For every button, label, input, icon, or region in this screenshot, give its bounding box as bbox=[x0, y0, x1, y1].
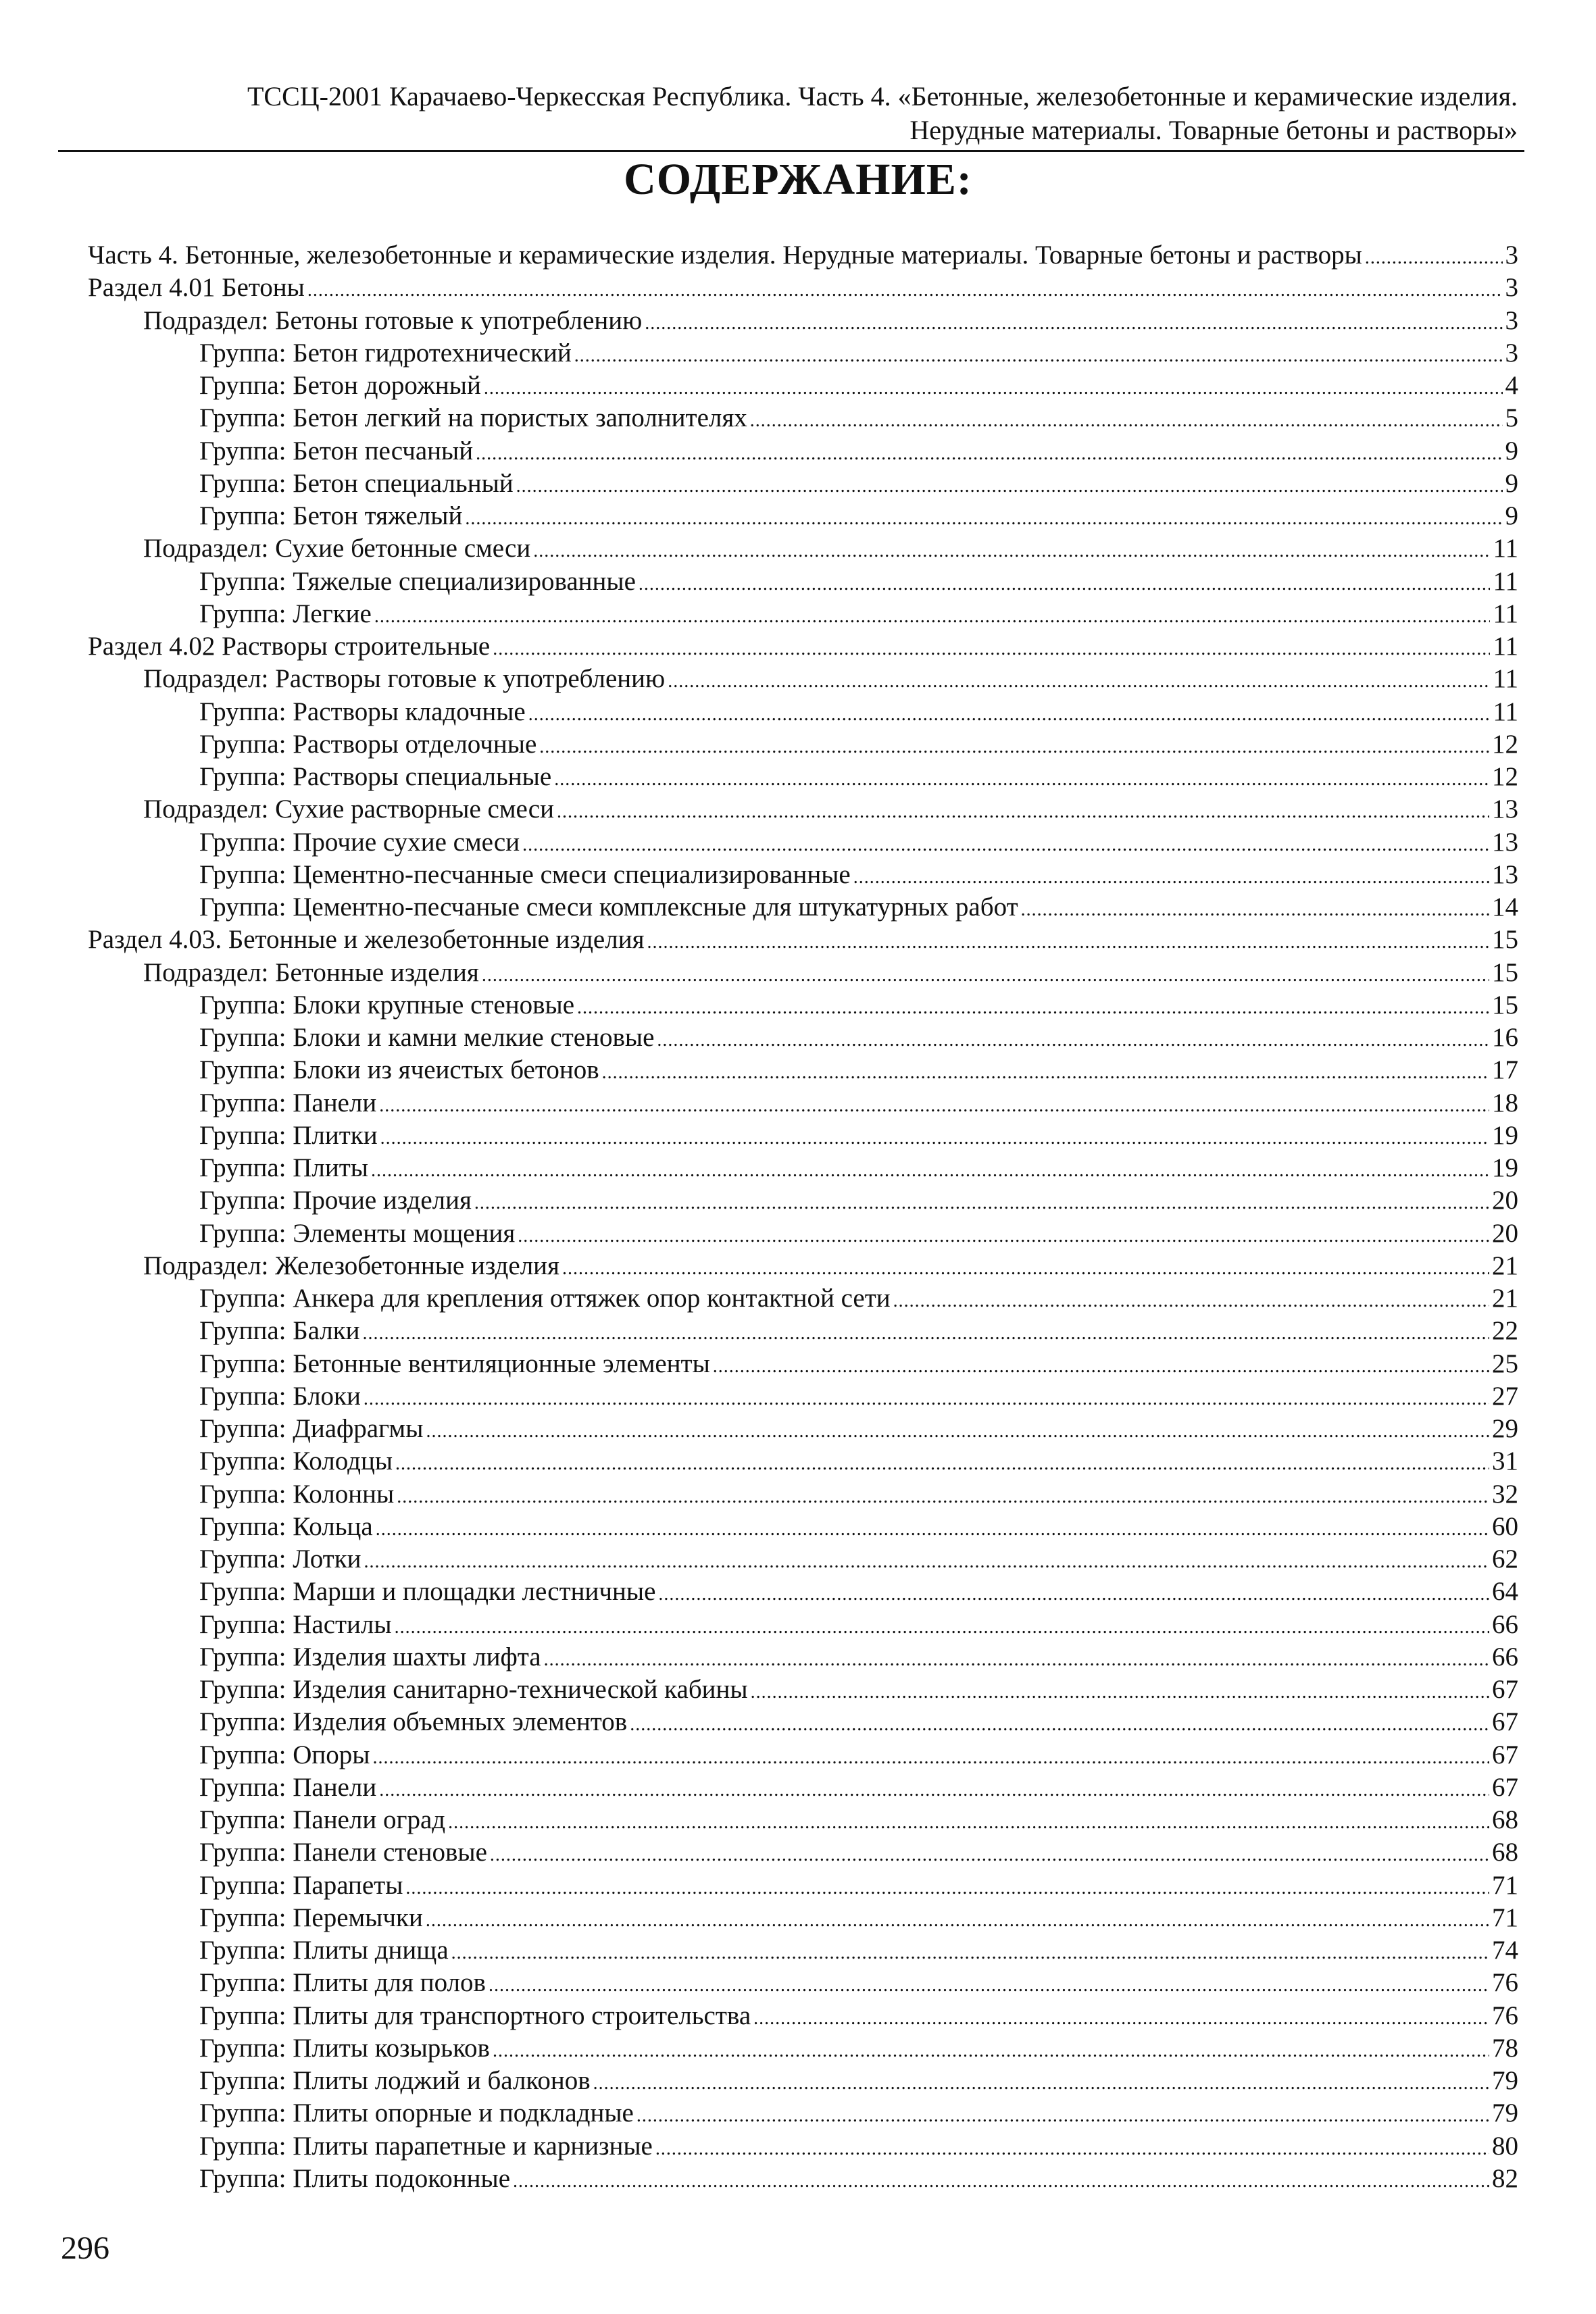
toc-entry-page: 3 bbox=[1505, 305, 1518, 335]
toc-entry-label: Группа: Панели стеновые bbox=[199, 1838, 487, 1867]
toc-entry bbox=[88, 500, 1518, 532]
toc-entry-page: 14 bbox=[1492, 892, 1518, 922]
toc-entry-label: Группа: Блоки и камни мелкие стеновые bbox=[199, 1023, 655, 1052]
toc-entry-label: Группа: Бетон легкий на пористых заполнителях bbox=[199, 403, 747, 433]
toc-entry bbox=[88, 989, 1518, 1022]
toc-entry-page: 66 bbox=[1492, 1609, 1518, 1639]
toc-entry-label: Группа: Растворы специальные bbox=[199, 762, 552, 791]
toc-entry-page: 21 bbox=[1492, 1251, 1518, 1280]
toc-dot-leader bbox=[593, 2067, 1489, 2100]
toc-entry-page: 11 bbox=[1493, 599, 1518, 628]
toc-dot-leader bbox=[574, 340, 1503, 372]
toc-entry bbox=[88, 239, 1518, 272]
toc-dot-leader bbox=[637, 2100, 1489, 2132]
toc-entry-label: Группа: Бетон дорожный bbox=[199, 371, 481, 400]
toc-entry bbox=[88, 1771, 1518, 1804]
toc-entry-label: Группа: Лотки bbox=[199, 1544, 361, 1574]
toc-entry-label: Подраздел: Бетонные изделия bbox=[143, 957, 479, 987]
toc-entry-page: 31 bbox=[1492, 1447, 1518, 1476]
toc-dot-leader bbox=[493, 633, 1490, 665]
toc-entry-label: Группа: Изделия шахты лифта bbox=[199, 1642, 541, 1671]
toc-dot-leader bbox=[379, 1090, 1489, 1122]
toc-entry-page: 82 bbox=[1492, 2163, 1518, 2193]
toc-dot-leader bbox=[307, 274, 1503, 307]
toc-entry-label: Группа: Плиты козырьков bbox=[199, 2033, 490, 2063]
table-of-contents bbox=[88, 239, 1518, 2195]
toc-entry bbox=[88, 1739, 1518, 1771]
page-title: СОДЕРЖАНИЕ: bbox=[624, 155, 972, 204]
toc-entry bbox=[88, 1380, 1518, 1413]
toc-entry-label: Группа: Колонны bbox=[199, 1479, 395, 1509]
toc-dot-leader bbox=[668, 665, 1490, 698]
toc-entry bbox=[88, 1152, 1518, 1184]
toc-dot-leader bbox=[482, 959, 1489, 992]
toc-dot-leader bbox=[405, 1872, 1489, 1905]
toc-entry-page: 71 bbox=[1492, 1870, 1518, 1900]
toc-entry-page: 22 bbox=[1492, 1316, 1518, 1346]
toc-dot-leader bbox=[451, 1937, 1489, 1969]
toc-entry-label: Группа: Марши и площадки лестничные bbox=[199, 1577, 656, 1607]
toc-entry-label: Группа: Перемычки bbox=[199, 1903, 423, 1932]
toc-entry-label: Группа: Панели bbox=[199, 1772, 377, 1802]
toc-entry-label: Группа: Плиты для полов bbox=[199, 1968, 486, 1998]
toc-dot-leader bbox=[753, 2003, 1489, 2035]
toc-entry bbox=[88, 891, 1518, 924]
toc-entry bbox=[88, 1674, 1518, 1706]
toc-dot-leader bbox=[374, 601, 1491, 633]
toc-entry bbox=[88, 1282, 1518, 1315]
toc-dot-leader bbox=[657, 1024, 1489, 1057]
toc-dot-leader bbox=[658, 1578, 1489, 1611]
toc-entry-label: Подраздел: Железобетонные изделия bbox=[143, 1251, 559, 1280]
toc-entry-page: 13 bbox=[1492, 795, 1518, 824]
running-header bbox=[61, 80, 1518, 147]
toc-entry-label: Группа: Прочие сухие смеси bbox=[199, 827, 520, 857]
toc-entry bbox=[88, 402, 1518, 434]
toc-dot-leader bbox=[426, 1415, 1489, 1448]
toc-entry-page: 80 bbox=[1492, 2131, 1518, 2161]
toc-entry-label: Группа: Плиты лоджий и балконов bbox=[199, 2066, 591, 2095]
toc-entry bbox=[88, 532, 1518, 565]
toc-entry bbox=[88, 924, 1518, 956]
toc-dot-leader bbox=[364, 1546, 1489, 1578]
toc-entry-page: 68 bbox=[1492, 1838, 1518, 1867]
toc-entry bbox=[88, 1804, 1518, 1836]
toc-entry-page: 32 bbox=[1492, 1479, 1518, 1509]
toc-entry bbox=[88, 1934, 1518, 1967]
toc-entry-page: 11 bbox=[1493, 697, 1518, 726]
toc-entry bbox=[88, 761, 1518, 793]
toc-entry-page: 64 bbox=[1492, 1577, 1518, 1607]
toc-entry bbox=[88, 1120, 1518, 1152]
toc-entry-label: Группа: Элементы мощения bbox=[199, 1218, 516, 1248]
toc-dot-leader bbox=[426, 1905, 1489, 1937]
toc-dot-leader bbox=[602, 1057, 1489, 1089]
toc-entry bbox=[88, 1576, 1518, 1608]
toc-entry-page: 79 bbox=[1492, 2066, 1518, 2095]
toc-entry-page: 17 bbox=[1492, 1055, 1518, 1085]
toc-entry-page: 9 bbox=[1505, 501, 1518, 530]
toc-entry-page: 62 bbox=[1492, 1544, 1518, 1574]
toc-entry-page: 3 bbox=[1505, 338, 1518, 368]
toc-dot-leader bbox=[379, 1774, 1489, 1807]
toc-entry-page: 78 bbox=[1492, 2033, 1518, 2063]
toc-entry bbox=[88, 1315, 1518, 1347]
toc-dot-leader bbox=[554, 763, 1489, 796]
toc-dot-leader bbox=[490, 1839, 1489, 1871]
toc-entry bbox=[88, 1543, 1518, 1576]
toc-entry-page: 29 bbox=[1492, 1414, 1518, 1443]
toc-dot-leader bbox=[893, 1285, 1489, 1317]
toc-dot-leader bbox=[750, 405, 1503, 437]
toc-entry bbox=[88, 1250, 1518, 1282]
toc-entry bbox=[88, 630, 1518, 663]
toc-dot-leader bbox=[465, 503, 1502, 535]
toc-entry bbox=[88, 1706, 1518, 1738]
toc-entry-page: 20 bbox=[1492, 1218, 1518, 1248]
toc-entry-page: 76 bbox=[1492, 1968, 1518, 1998]
toc-entry bbox=[88, 2032, 1518, 2065]
toc-entry-page: 19 bbox=[1492, 1153, 1518, 1182]
toc-dot-leader bbox=[655, 2133, 1489, 2165]
toc-entry-page: 79 bbox=[1492, 2098, 1518, 2128]
toc-entry-label: Группа: Бетонные вентиляционные элементы bbox=[199, 1349, 710, 1378]
toc-entry-page: 13 bbox=[1492, 827, 1518, 857]
toc-entry-label: Подраздел: Сухие растворные смеси bbox=[143, 795, 554, 824]
toc-entry-page: 74 bbox=[1492, 1936, 1518, 1965]
toc-entry bbox=[88, 272, 1518, 304]
toc-dot-leader bbox=[380, 1122, 1489, 1155]
toc-entry-label: Группа: Цементно-песчанные смеси специализированные bbox=[199, 859, 851, 889]
toc-entry-label: Группа: Бетон песчаный bbox=[199, 436, 474, 466]
toc-entry-page: 5 bbox=[1505, 403, 1518, 433]
toc-entry-label: Группа: Бетон специальный bbox=[199, 468, 514, 498]
toc-entry-page: 27 bbox=[1492, 1381, 1518, 1411]
toc-entry-label: Группа: Бетон тяжелый bbox=[199, 501, 463, 530]
toc-entry bbox=[88, 1087, 1518, 1120]
toc-entry bbox=[88, 663, 1518, 695]
toc-entry-label: Группа: Блоки из ячеистых бетонов bbox=[199, 1055, 599, 1085]
toc-entry-page: 18 bbox=[1492, 1088, 1518, 1117]
toc-entry-label: Раздел 4.01 Бетоны bbox=[88, 273, 305, 303]
toc-dot-leader bbox=[397, 1481, 1489, 1513]
toc-entry bbox=[88, 1413, 1518, 1445]
toc-entry-label: Группа: Колодцы bbox=[199, 1447, 393, 1476]
toc-dot-leader bbox=[516, 470, 1503, 503]
toc-entry-label: Раздел 4.02 Растворы строительные bbox=[88, 632, 491, 661]
toc-dot-leader bbox=[557, 796, 1489, 828]
toc-dot-leader bbox=[577, 992, 1489, 1024]
toc-dot-leader bbox=[853, 861, 1489, 894]
toc-dot-leader bbox=[363, 1317, 1489, 1350]
toc-dot-leader bbox=[645, 307, 1502, 340]
toc-entry-label: Группа: Панели bbox=[199, 1088, 377, 1117]
toc-dot-leader bbox=[533, 535, 1490, 568]
toc-entry bbox=[88, 468, 1518, 500]
toc-entry-label: Группа: Плитки bbox=[199, 1120, 378, 1150]
toc-dot-leader bbox=[371, 1155, 1489, 1187]
toc-entry bbox=[88, 2097, 1518, 2130]
toc-entry-label: Группа: Блоки bbox=[199, 1381, 361, 1411]
toc-dot-leader bbox=[539, 731, 1489, 763]
toc-entry-label: Группа: Кольца bbox=[199, 1511, 373, 1541]
toc-entry bbox=[88, 957, 1518, 989]
toc-entry-page: 67 bbox=[1492, 1707, 1518, 1737]
toc-entry-label: Подраздел: Растворы готовые к употреблению bbox=[143, 664, 666, 694]
toc-entry-label: Группа: Изделия санитарно-технической кабины bbox=[199, 1675, 748, 1704]
toc-entry-label: Группа: Плиты для транспортного строительства bbox=[199, 2001, 751, 2030]
toc-dot-leader bbox=[1365, 242, 1503, 274]
toc-entry-label: Подраздел: Бетоны готовые к употреблению bbox=[143, 305, 643, 335]
toc-entry bbox=[88, 1022, 1518, 1054]
toc-dot-leader bbox=[630, 1709, 1489, 1741]
toc-entry-page: 15 bbox=[1492, 957, 1518, 987]
toc-entry-label: Группа: Блоки крупные стеновые bbox=[199, 990, 575, 1020]
toc-dot-leader bbox=[493, 2035, 1489, 2067]
toc-dot-leader bbox=[474, 1187, 1489, 1219]
toc-entry-page: 67 bbox=[1492, 1740, 1518, 1769]
toc-entry-page: 15 bbox=[1492, 925, 1518, 955]
toc-entry bbox=[88, 2065, 1518, 2097]
toc-entry-label: Группа: Цементно-песчаные смеси комплексные для штукатурных работ bbox=[199, 892, 1018, 922]
toc-entry-label: Группа: Растворы кладочные bbox=[199, 697, 526, 726]
toc-dot-leader bbox=[372, 1742, 1489, 1774]
toc-entry bbox=[88, 1836, 1518, 1869]
toc-dot-leader bbox=[489, 1969, 1489, 2002]
page-number: 296 bbox=[61, 2230, 109, 2266]
toc-entry bbox=[88, 1054, 1518, 1086]
toc-entry-page: 19 bbox=[1492, 1120, 1518, 1150]
toc-entry-label: Подраздел: Сухие бетонные смеси bbox=[143, 534, 531, 563]
toc-entry bbox=[88, 337, 1518, 370]
toc-entry-label: Группа: Тяжелые специализированные bbox=[199, 566, 636, 596]
toc-entry-page: 76 bbox=[1492, 2001, 1518, 2030]
toc-entry-label: Группа: Бетон гидротехнический bbox=[199, 338, 572, 368]
toc-entry bbox=[88, 305, 1518, 337]
toc-entry-label: Группа: Плиты днища bbox=[199, 1936, 449, 1965]
toc-dot-leader bbox=[528, 699, 1491, 731]
toc-entry-page: 11 bbox=[1493, 632, 1518, 661]
toc-entry-page: 67 bbox=[1492, 1675, 1518, 1704]
toc-entry bbox=[88, 1478, 1518, 1511]
toc-entry-label: Группа: Опоры bbox=[199, 1740, 370, 1769]
toc-dot-leader bbox=[1021, 894, 1489, 926]
toc-dot-leader bbox=[751, 1676, 1489, 1709]
toc-entry-page: 16 bbox=[1492, 1023, 1518, 1052]
toc-entry bbox=[88, 859, 1518, 891]
toc-dot-leader bbox=[518, 1220, 1489, 1253]
toc-entry-label: Группа: Растворы отделочные bbox=[199, 729, 537, 759]
toc-dot-leader bbox=[476, 438, 1502, 470]
toc-dot-leader bbox=[364, 1383, 1489, 1415]
toc-entry bbox=[88, 1641, 1518, 1674]
toc-entry bbox=[88, 1511, 1518, 1543]
toc-entry-page: 20 bbox=[1492, 1186, 1518, 1215]
running-header-line-1: ТССЦ-2001 Карачаево-Черкесская Республика. Часть 4. «Бетонные, железобетонные и керамические изделия. bbox=[247, 81, 1518, 111]
toc-entry bbox=[88, 598, 1518, 630]
toc-entry-page: 3 bbox=[1505, 241, 1518, 270]
toc-entry-page: 21 bbox=[1492, 1284, 1518, 1313]
toc-entry-label: Раздел 4.03. Бетонные и железобетонные изделия bbox=[88, 925, 645, 955]
toc-dot-leader bbox=[513, 2165, 1489, 2198]
toc-entry-label: Группа: Настилы bbox=[199, 1609, 392, 1639]
toc-dot-leader bbox=[647, 926, 1489, 959]
toc-entry-page: 4 bbox=[1505, 371, 1518, 400]
toc-entry-label: Группа: Плиты bbox=[199, 1153, 368, 1182]
toc-entry-page: 12 bbox=[1492, 762, 1518, 791]
toc-dot-leader bbox=[395, 1448, 1489, 1480]
toc-entry bbox=[88, 826, 1518, 859]
toc-dot-leader bbox=[544, 1644, 1489, 1676]
header-divider bbox=[58, 150, 1524, 152]
toc-dot-leader bbox=[522, 829, 1489, 861]
toc-entry-page: 9 bbox=[1505, 436, 1518, 466]
toc-entry bbox=[88, 1348, 1518, 1380]
toc-entry-label: Группа: Легкие bbox=[199, 599, 372, 628]
toc-entry bbox=[88, 1184, 1518, 1217]
toc-entry-page: 25 bbox=[1492, 1349, 1518, 1378]
toc-entry-page: 67 bbox=[1492, 1772, 1518, 1802]
toc-dot-leader bbox=[376, 1513, 1489, 1546]
toc-entry-label: Часть 4. Бетонные, железобетонные и керамические изделия. Нерудные материалы. Товарные бетоны и растворы bbox=[88, 241, 1362, 270]
toc-entry-page: 71 bbox=[1492, 1903, 1518, 1932]
toc-entry-page: 11 bbox=[1493, 566, 1518, 596]
toc-entry-page: 3 bbox=[1505, 273, 1518, 303]
toc-entry-page: 66 bbox=[1492, 1642, 1518, 1671]
toc-dot-leader bbox=[484, 372, 1503, 405]
toc-entry bbox=[88, 565, 1518, 598]
toc-entry-label: Группа: Парапеты bbox=[199, 1870, 403, 1900]
toc-entry bbox=[88, 696, 1518, 728]
toc-dot-leader bbox=[562, 1253, 1489, 1285]
toc-entry bbox=[88, 2130, 1518, 2163]
toc-entry bbox=[88, 2000, 1518, 2032]
toc-entry-label: Группа: Плиты парапетные и карнизные bbox=[199, 2131, 653, 2161]
toc-entry bbox=[88, 2163, 1518, 2195]
toc-entry-page: 60 bbox=[1492, 1511, 1518, 1541]
toc-entry bbox=[88, 1609, 1518, 1641]
running-header-line-2: Нерудные материалы. Товарные бетоны и растворы» bbox=[909, 115, 1518, 145]
toc-dot-leader bbox=[448, 1807, 1489, 1839]
toc-entry bbox=[88, 1445, 1518, 1478]
toc-entry bbox=[88, 1869, 1518, 1902]
toc-entry-label: Группа: Балки bbox=[199, 1316, 360, 1346]
toc-dot-leader bbox=[395, 1611, 1489, 1644]
toc-entry bbox=[88, 1902, 1518, 1934]
toc-entry bbox=[88, 1217, 1518, 1250]
toc-entry bbox=[88, 1967, 1518, 1999]
toc-entry-page: 9 bbox=[1505, 468, 1518, 498]
toc-entry-label: Группа: Диафрагмы bbox=[199, 1414, 424, 1443]
toc-entry-label: Группа: Плиты опорные и подкладные bbox=[199, 2098, 634, 2128]
toc-entry-page: 13 bbox=[1492, 859, 1518, 889]
toc-dot-leader bbox=[639, 568, 1491, 601]
toc-entry-label: Группа: Плиты подоконные bbox=[199, 2163, 511, 2193]
toc-entry bbox=[88, 793, 1518, 826]
toc-entry-page: 11 bbox=[1493, 664, 1518, 694]
toc-entry bbox=[88, 435, 1518, 468]
toc-entry-page: 68 bbox=[1492, 1805, 1518, 1834]
toc-entry-label: Группа: Изделия объемных элементов bbox=[199, 1707, 628, 1737]
toc-entry-page: 11 bbox=[1493, 534, 1518, 563]
toc-entry-label: Группа: Анкера для крепления оттяжек опор контактной сети bbox=[199, 1284, 891, 1313]
toc-entry bbox=[88, 728, 1518, 761]
toc-dot-leader bbox=[713, 1351, 1489, 1383]
toc-entry-page: 15 bbox=[1492, 990, 1518, 1020]
toc-entry-label: Группа: Прочие изделия bbox=[199, 1186, 472, 1215]
toc-entry-label: Группа: Панели оград bbox=[199, 1805, 446, 1834]
toc-entry bbox=[88, 370, 1518, 402]
toc-entry-page: 12 bbox=[1492, 729, 1518, 759]
